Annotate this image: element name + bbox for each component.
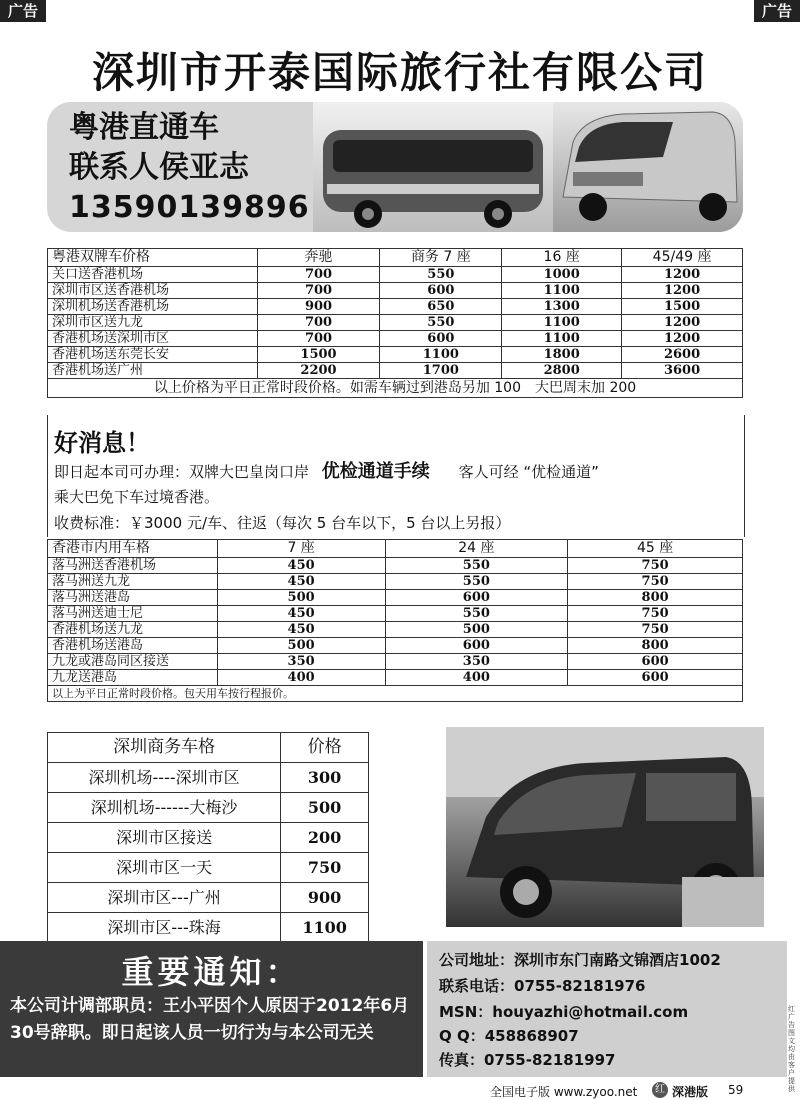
price-cell: 500 [217, 590, 385, 606]
bus-photo [313, 102, 553, 232]
table-note: 以上价格为平日正常时段价格。如需车辆过到港岛另加 100 大巴周末加 200 [48, 379, 743, 398]
notice-body: 本公司计调部职员：王小平因个人原因于2012年6月30号辞职。即日起该人员一切行为与本公司无关 [10, 996, 410, 1043]
price-cell: 600 [380, 283, 502, 299]
ad-label-right: 广告 [754, 0, 800, 22]
price-cell: 600 [568, 654, 743, 670]
table-row [48, 315, 743, 331]
route-cell: 深圳市区送九龙 [48, 315, 258, 331]
ad-label-left: 广告 [0, 0, 46, 22]
price-cell: 1800 [502, 347, 622, 363]
page-number: 59 [728, 1083, 744, 1097]
table-row [48, 793, 369, 823]
cross-border-price-table [47, 248, 743, 398]
table-row [48, 622, 743, 638]
price-cell: 2200 [257, 363, 380, 379]
price-cell: 1100 [502, 283, 622, 299]
good-news-text: 即日起本司可办理：双牌大巴皇岗口岸 [54, 463, 310, 481]
price-cell: 450 [217, 622, 385, 638]
important-notice [0, 941, 423, 1077]
price-cell: 550 [380, 315, 502, 331]
table-row [48, 267, 743, 283]
hero-banner [47, 102, 743, 232]
price-cell: 750 [568, 622, 743, 638]
good-news-line-2: 乘大巴免下车过境香港。 [54, 488, 220, 506]
route-cell: 深圳市区---广州 [48, 883, 281, 913]
notice-title: 重要通知： [121, 953, 302, 991]
table-header-cell: 商务 7 座 [380, 249, 502, 267]
price-cell: 1300 [502, 299, 622, 315]
footer-section: 深港版 [672, 1085, 709, 1099]
price-cell: 600 [385, 638, 568, 654]
price-cell: 1700 [380, 363, 502, 379]
route-cell: 香港机场送广州 [48, 363, 258, 379]
price-cell: 500 [281, 793, 369, 823]
table-header-row [48, 540, 743, 558]
price-cell: 350 [385, 654, 568, 670]
price-cell: 200 [281, 823, 369, 853]
price-cell: 550 [385, 606, 568, 622]
table-row [48, 299, 743, 315]
contact-fax: 传真：0755-82181997 [439, 1051, 616, 1069]
price-cell: 400 [217, 670, 385, 686]
side-disclaimer: 红广告图文均由客户提供 [788, 1005, 795, 1093]
price-cell: 900 [281, 883, 369, 913]
table-row [48, 283, 743, 299]
table-row [48, 654, 743, 670]
table-header-cell: 7 座 [217, 540, 385, 558]
table-row [48, 883, 369, 913]
price-cell: 700 [257, 331, 380, 347]
table-row [48, 913, 369, 943]
price-cell: 600 [385, 590, 568, 606]
table-header-cell: 奔驰 [257, 249, 380, 267]
route-cell: 落马洲送港岛 [48, 590, 218, 606]
table-row [48, 574, 743, 590]
price-cell: 450 [217, 606, 385, 622]
good-news-highlight: 优检通道手续 [321, 461, 430, 482]
price-cell: 700 [257, 267, 380, 283]
price-cell: 1200 [622, 315, 743, 331]
route-cell: 九龙送港岛 [48, 670, 218, 686]
price-cell: 1200 [622, 331, 743, 347]
table-header-row [48, 249, 743, 267]
price-cell: 600 [380, 331, 502, 347]
price-cell: 800 [568, 638, 743, 654]
price-cell: 550 [380, 267, 502, 283]
hero-text [69, 108, 310, 228]
table-row [48, 331, 743, 347]
price-cell: 450 [217, 574, 385, 590]
route-cell: 深圳市区一天 [48, 853, 281, 883]
price-cell: 1100 [502, 315, 622, 331]
price-cell: 3600 [622, 363, 743, 379]
footer-edition: 全国电子版 www.zyoo.net [490, 1085, 638, 1099]
price-cell: 300 [281, 763, 369, 793]
business-car-photo [446, 727, 764, 927]
price-cell: 650 [380, 299, 502, 315]
price-cell: 550 [385, 558, 568, 574]
table-row [48, 823, 369, 853]
table-row [48, 347, 743, 363]
shenzhen-price-table [47, 732, 369, 943]
table-header-row [48, 733, 369, 763]
route-cell: 香港机场送深圳市区 [48, 331, 258, 347]
route-cell: 深圳机场----深圳市区 [48, 763, 281, 793]
hero-service: 粤港直通车 [69, 110, 219, 145]
table-row [48, 590, 743, 606]
price-cell: 1100 [380, 347, 502, 363]
price-cell: 800 [568, 590, 743, 606]
price-cell: 750 [281, 853, 369, 883]
price-cell: 1500 [622, 299, 743, 315]
contact-msn: MSN：houyazhi@hotmail.com [439, 1003, 689, 1021]
price-cell: 450 [217, 558, 385, 574]
price-cell: 500 [217, 638, 385, 654]
route-cell: 深圳市区接送 [48, 823, 281, 853]
route-cell: 落马洲送九龙 [48, 574, 218, 590]
price-cell: 1100 [281, 913, 369, 943]
hong-kong-price-table [47, 539, 743, 702]
table-note-row [48, 686, 743, 702]
route-cell: 落马洲送香港机场 [48, 558, 218, 574]
price-cell: 750 [568, 606, 743, 622]
price-cell: 1100 [502, 331, 622, 347]
price-cell: 1000 [502, 267, 622, 283]
route-cell: 落马洲送迪士尼 [48, 606, 218, 622]
price-cell: 400 [385, 670, 568, 686]
table-header-cell: 价格 [281, 733, 369, 763]
table-row [48, 853, 369, 883]
price-cell: 900 [257, 299, 380, 315]
table-row [48, 558, 743, 574]
table-row [48, 763, 369, 793]
table-header-cell: 粤港双牌车价格 [48, 249, 258, 267]
table-header-cell: 香港市内用车格 [48, 540, 218, 558]
footer [0, 1081, 800, 1100]
price-cell: 1200 [622, 283, 743, 299]
route-cell: 香港机场送东莞长安 [48, 347, 258, 363]
price-cell: 750 [568, 574, 743, 590]
price-cell: 550 [385, 574, 568, 590]
route-cell: 关口送香港机场 [48, 267, 258, 283]
footer-logo: 红 [652, 1082, 668, 1098]
price-cell: 1200 [622, 267, 743, 283]
price-cell: 500 [385, 622, 568, 638]
contact-address: 公司地址：深圳市东门南路文锦酒店1002 [439, 951, 721, 969]
contact-info [427, 941, 787, 1077]
price-cell: 2800 [502, 363, 622, 379]
table-row [48, 606, 743, 622]
good-news-line-1 [54, 457, 599, 483]
table-header-cell: 深圳商务车格 [48, 733, 281, 763]
good-news-text: 客人可经 “优检通道” [458, 463, 599, 481]
van-photo [553, 102, 743, 232]
price-cell: 350 [217, 654, 385, 670]
route-cell: 香港机场送港岛 [48, 638, 218, 654]
route-cell: 深圳机场送香港机场 [48, 299, 258, 315]
table-note: 以上为平日正常时段价格。包天用车按行程报价。 [48, 686, 743, 702]
contact-qq: Q Q：458868907 [439, 1027, 579, 1045]
price-cell: 750 [568, 558, 743, 574]
price-cell: 700 [257, 283, 380, 299]
table-row [48, 638, 743, 654]
company-name: 深圳市开泰国际旅行社有限公司 [91, 48, 708, 97]
table-row [48, 670, 743, 686]
table-header-cell: 45 座 [568, 540, 743, 558]
route-cell: 香港机场送九龙 [48, 622, 218, 638]
price-cell: 600 [568, 670, 743, 686]
table-row [48, 363, 743, 379]
good-news-title: 好消息！ [54, 428, 150, 457]
price-cell: 1500 [257, 347, 380, 363]
price-cell: 2600 [622, 347, 743, 363]
table-header-cell: 16 座 [502, 249, 622, 267]
table-header-cell: 45/49 座 [622, 249, 743, 267]
route-cell: 深圳市区---珠海 [48, 913, 281, 943]
good-news-line-3: 收费标准：￥3000 元/车、往返（每次 5 台车以下，5 台以上另报） [54, 514, 511, 532]
route-cell: 深圳市区送香港机场 [48, 283, 258, 299]
hero-contact-person: 联系人侯亚志 [69, 150, 249, 185]
table-header-cell: 24 座 [385, 540, 568, 558]
route-cell: 九龙或港岛同区接送 [48, 654, 218, 670]
table-note-row [48, 379, 743, 398]
good-news-section [47, 415, 745, 537]
price-cell: 700 [257, 315, 380, 331]
route-cell: 深圳机场------大梅沙 [48, 793, 281, 823]
contact-phone: 联系电话：0755-82181976 [439, 977, 646, 995]
hero-phone: 13590139896 [69, 190, 310, 225]
